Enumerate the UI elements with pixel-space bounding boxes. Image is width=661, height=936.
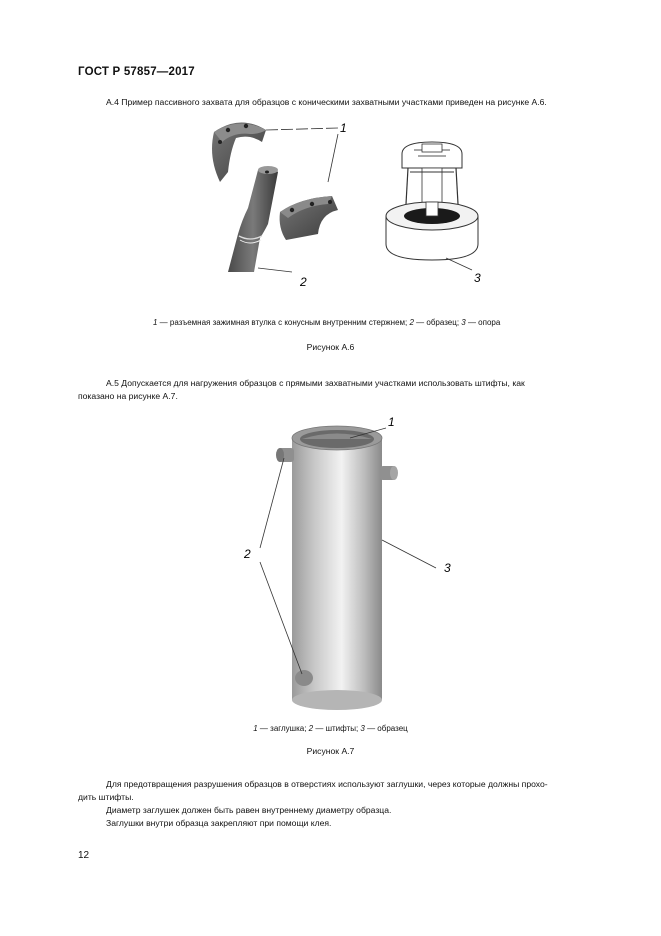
fig-a7-label-1: 1 (388, 415, 395, 429)
fig-a7-label-2: 2 (244, 547, 251, 561)
body-para1-line2: дить штифты. (78, 792, 134, 802)
body-para1-line1: Для предотвращения разрушения образцов в отверстиях используют заглушки, через которые должны прохо- (106, 779, 548, 789)
fig-a6-label-3: 3 (474, 271, 481, 285)
figure-a6-caption: 1 — разъемная зажимная втулка с конусным внутренним стержнем; 2 — образец; 3 — опора (153, 318, 501, 327)
tapered-specimen (228, 166, 278, 272)
support-fixture (386, 142, 478, 260)
figure-a7-title: Рисунок А.7 (306, 746, 355, 756)
section-a4-text: А.4 Пример пассивного захвата для образцов с коническими захватными участками приведен на рисунке А.6. (106, 97, 547, 107)
figure-a7-drawing (230, 410, 470, 715)
fig-a6-label-1: 1 (340, 121, 347, 135)
body-para2: Диаметр заглушек должен быть равен внутреннему диаметру образца. (106, 805, 392, 815)
split-grip-lower (280, 196, 338, 240)
fig-a7-label-3: 3 (444, 561, 451, 575)
figure-a7-caption: 1 — заглушка; 2 — штифты; 3 — образец (253, 724, 408, 733)
page-number: 12 (78, 850, 90, 861)
tube-specimen (292, 426, 382, 710)
section-a5-line1: А.5 Допускается для нагружения образцов с прямыми захватными участками использовать штифты, как (106, 378, 525, 388)
body-para3: Заглушки внутри образца закрепляют при помощи клея. (106, 818, 332, 828)
document-header: ГОСТ Р 57857—2017 (78, 66, 195, 78)
section-a5-line2: показано на рисунке А.7. (78, 391, 178, 401)
figure-a6-drawing (200, 112, 500, 302)
figure-a6-title: Рисунок А.6 (306, 342, 355, 352)
fig-a6-label-2: 2 (300, 275, 307, 289)
